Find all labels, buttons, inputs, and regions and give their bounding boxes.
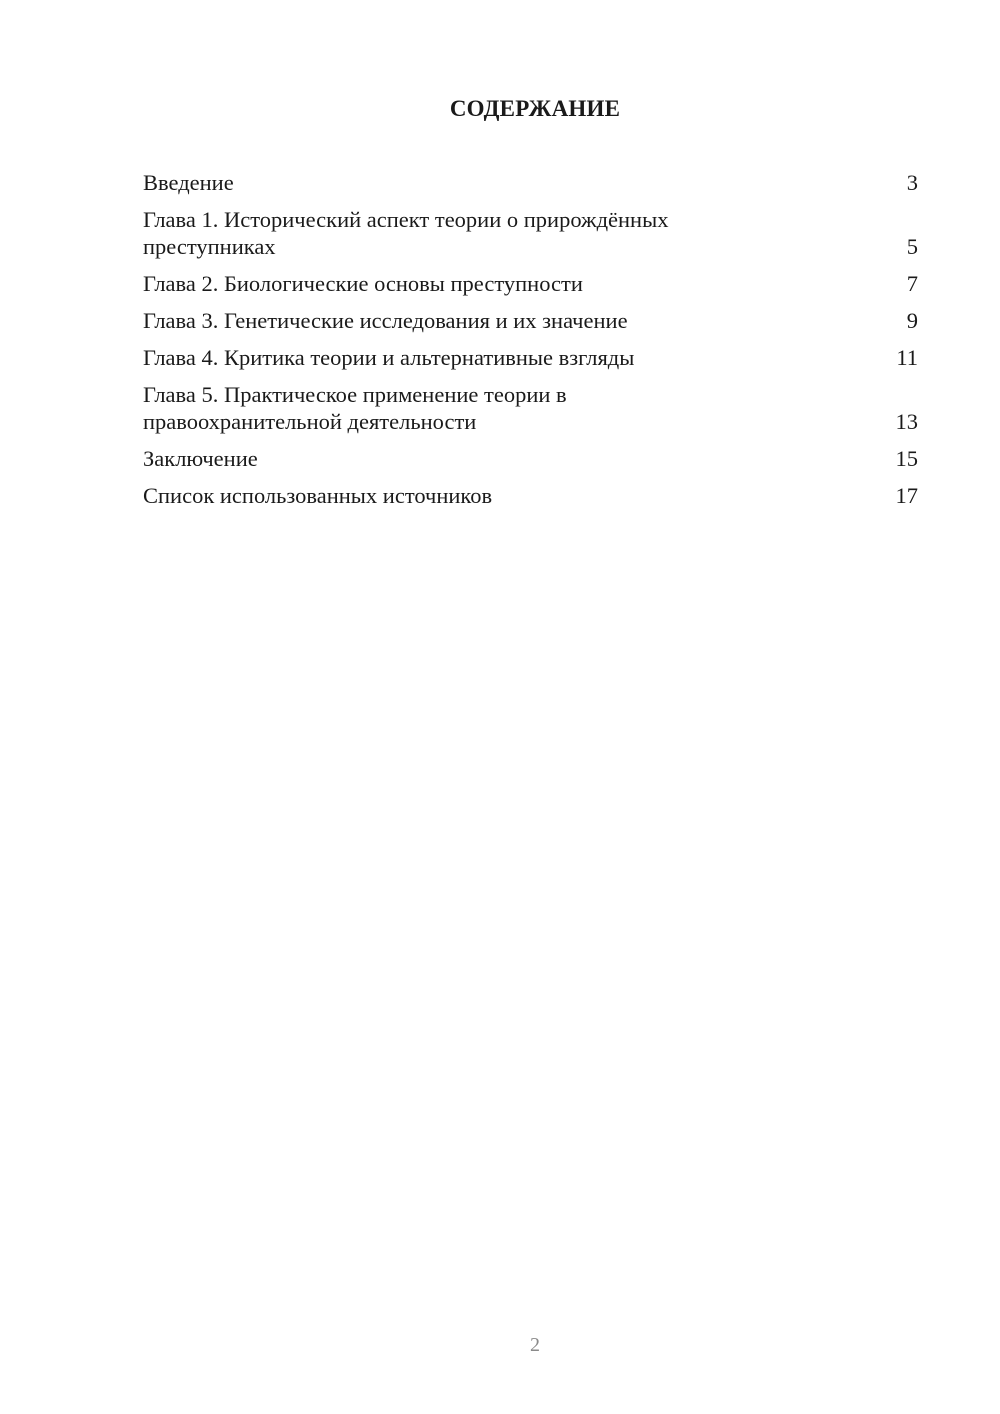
toc-entry-chapter-1 xyxy=(143,206,918,260)
toc-entry-page: 15 xyxy=(895,446,918,471)
toc-entry-page: 7 xyxy=(906,271,918,296)
toc-entry-label: Введение xyxy=(143,170,234,195)
toc-entry-label: Глава 1. Исторический аспект теории о прирождённых преступниках xyxy=(143,207,669,259)
toc-entry-chapter-4 xyxy=(143,344,918,371)
toc-entry-page: 17 xyxy=(895,483,918,508)
toc-entry-label: Глава 4. Критика теории и альтернативные взгляды xyxy=(143,345,635,370)
toc-entry-page: 9 xyxy=(906,308,918,333)
toc-entry-label: Заключение xyxy=(143,446,258,471)
toc-entry-page: 13 xyxy=(895,409,918,434)
table-of-contents xyxy=(143,169,918,519)
toc-entry-introduction xyxy=(143,169,918,196)
page-number: 2 xyxy=(530,1334,540,1356)
toc-entry-label: Список использованных источников xyxy=(143,483,493,508)
toc-entry-chapter-2 xyxy=(143,270,918,297)
toc-entry-label: Глава 5. Практическое применение теории в правоохранительной деятельности xyxy=(143,382,567,434)
toc-entry-page: 11 xyxy=(896,345,918,370)
toc-entry-chapter-3 xyxy=(143,307,918,334)
toc-entry-page: 5 xyxy=(906,234,918,259)
toc-entry-references xyxy=(143,482,918,509)
toc-entry-label: Глава 3. Генетические исследования и их значение xyxy=(143,308,628,333)
page-title: СОДЕРЖАНИЕ xyxy=(449,96,621,121)
toc-entry-chapter-5 xyxy=(143,381,918,435)
toc-entry-label: Глава 2. Биологические основы преступности xyxy=(143,271,583,296)
toc-entry-page: 3 xyxy=(906,170,918,195)
toc-entry-conclusion xyxy=(143,445,918,472)
